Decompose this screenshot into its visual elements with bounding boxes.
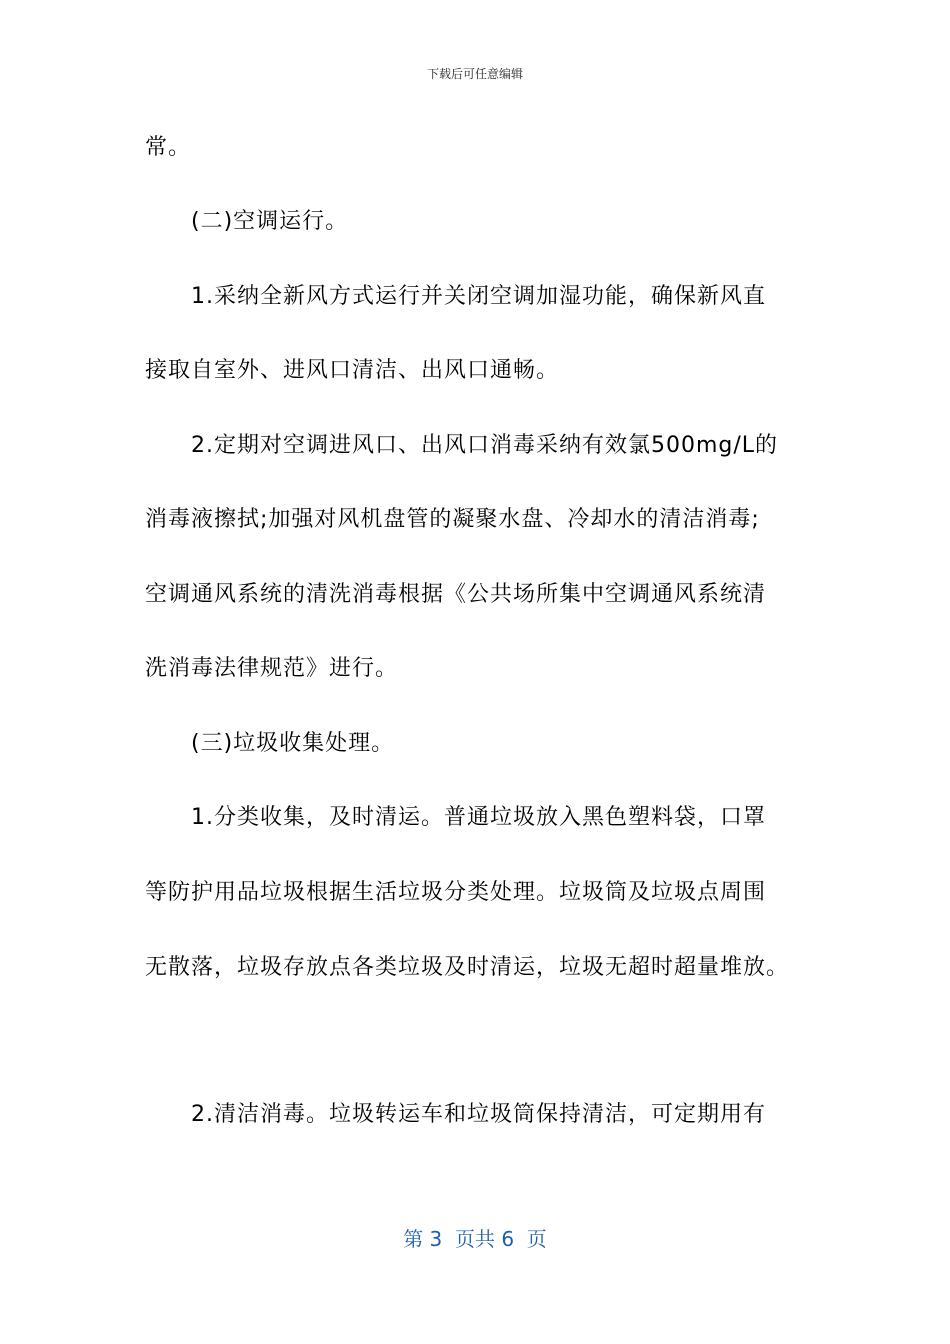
section-heading-garbage: (三)垃圾收集处理。: [191, 731, 395, 756]
body-line-12: 无散落，垃圾存放点各类垃圾及时清运，垃圾无超时超量堆放。: [145, 955, 790, 980]
body-line-4: 接取自室外、进风口清洁、出风口通畅。: [145, 358, 560, 383]
body-line-1: 常。: [145, 135, 192, 160]
body-line-13: 2.清洁消毒。垃圾转运车和垃圾筒保持清洁，可定期用有: [191, 1102, 766, 1127]
body-line-8: 洗消毒法律规范》进行。: [145, 656, 399, 681]
body-line-10: 1.分类收集，及时清运。普通垃圾放入黑色塑料袋，口罩: [191, 805, 766, 830]
section-heading-air-conditioning: (二)空调运行。: [191, 209, 349, 234]
body-line-6: 消毒液擦拭;加强对风机盘管的凝聚水盘、冷却水的清洁消毒;: [145, 507, 760, 532]
page-header: 下载后可任意编辑: [426, 67, 523, 81]
page-number-footer: 第 3 页共 6 页: [403, 1227, 547, 1251]
body-line-5: 2.定期对空调进风口、出风口消毒采纳有效氯500mg/L的: [191, 433, 779, 458]
body-line-3: 1.采纳全新风方式运行并关闭空调加湿功能，确保新风直: [191, 284, 766, 309]
body-line-7: 空调通风系统的清洗消毒根据《公共场所集中空调通风系统清: [145, 582, 767, 607]
body-line-11: 等防护用品垃圾根据生活垃圾分类处理。垃圾筒及垃圾点周围: [145, 880, 767, 905]
